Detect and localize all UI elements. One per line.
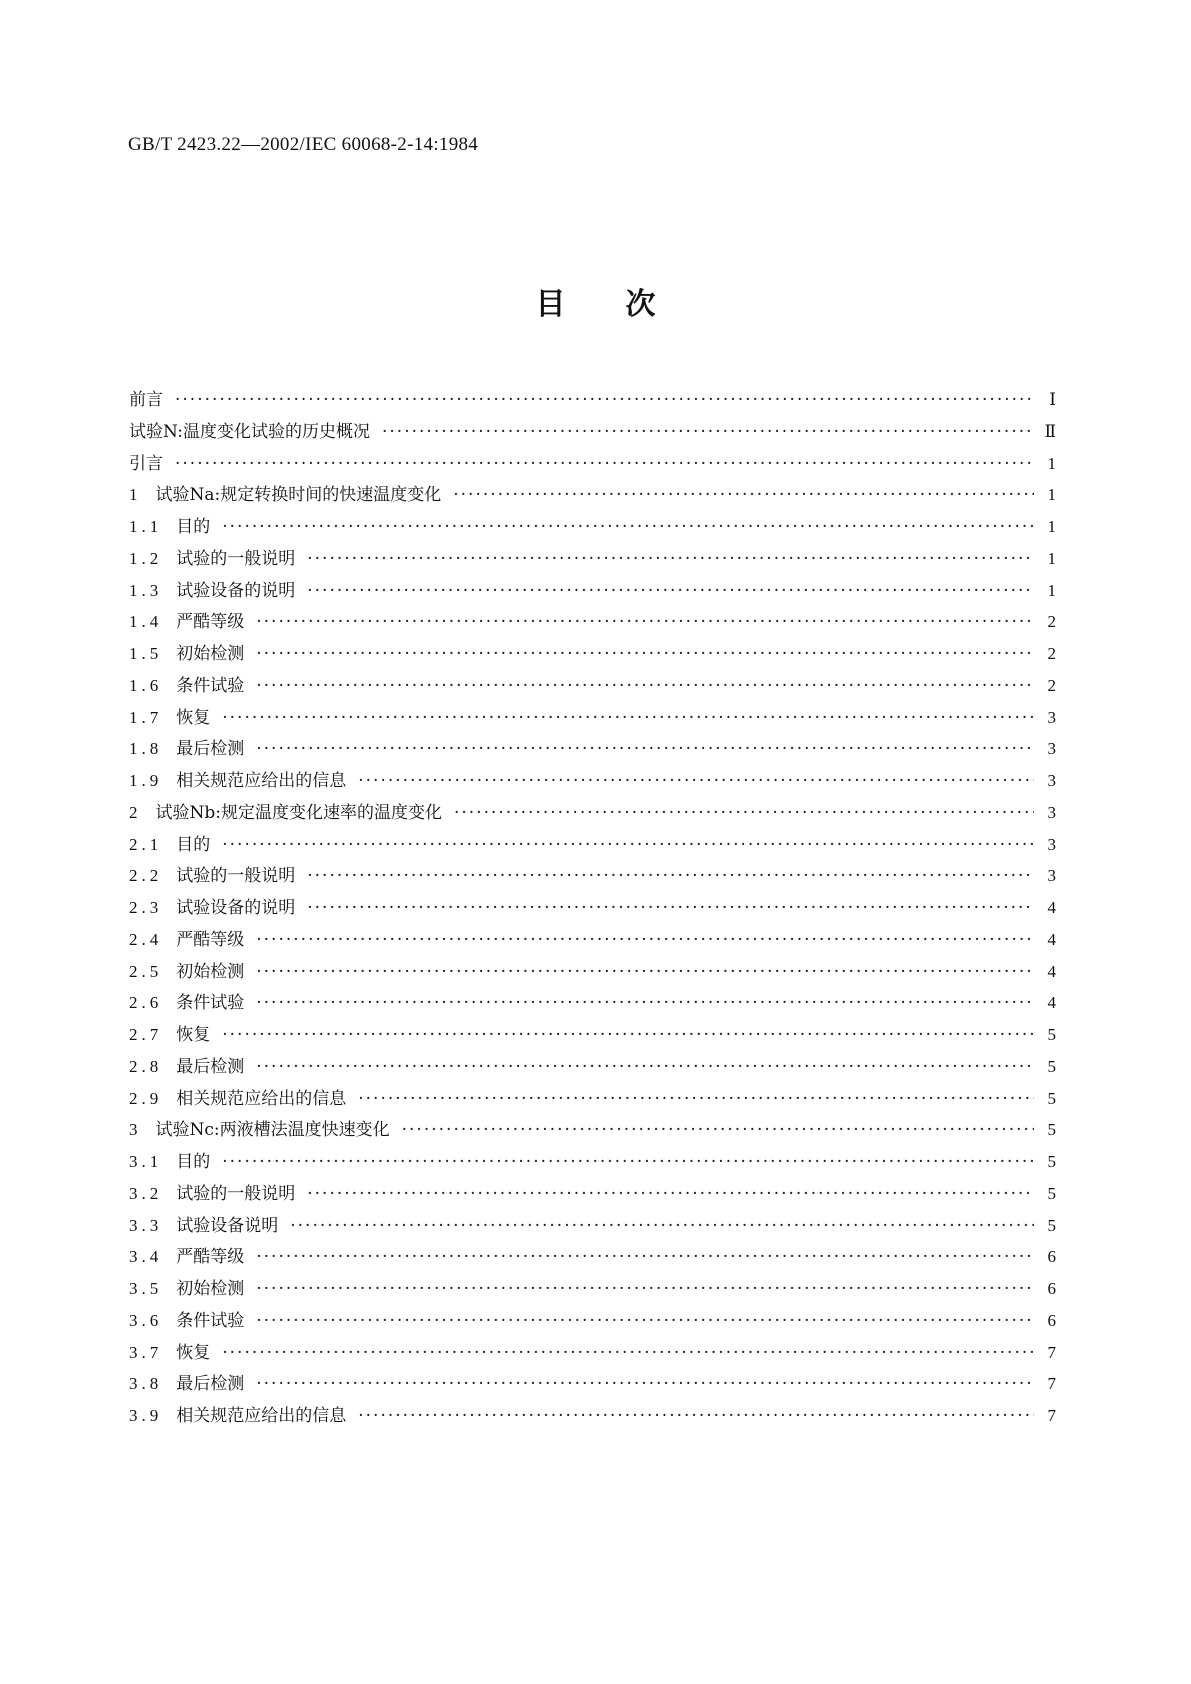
- toc-entry[interactable]: [129, 671, 1056, 703]
- toc-entry[interactable]: [129, 925, 1056, 957]
- toc-entry-page: 1: [1047, 453, 1056, 473]
- toc-entry-label: 试验的一般说明: [176, 866, 296, 887]
- toc-entry-page: 1: [1047, 580, 1056, 600]
- toc-dot-leader: [358, 771, 1034, 791]
- toc-entry-page: 1: [1047, 517, 1056, 536]
- toc-entry-page: Ⅰ: [1049, 390, 1056, 409]
- toc-entry-page: 2: [1047, 612, 1056, 632]
- toc-entry-page: 7: [1047, 1342, 1056, 1362]
- toc-entry-page: 3: [1047, 707, 1056, 727]
- toc-entry[interactable]: [129, 1084, 1056, 1116]
- toc-entry-number: 1.2: [129, 548, 163, 568]
- toc-entry-number: 3.4: [129, 1247, 163, 1267]
- toc-dot-leader: [307, 898, 1034, 918]
- toc-entry-page: 6: [1047, 1247, 1056, 1267]
- toc-entry[interactable]: [129, 1242, 1056, 1274]
- toc-entry-page: 6: [1047, 1310, 1056, 1330]
- toc-entry-label: 试验的一般说明: [176, 548, 296, 569]
- toc-entry-number: 3.5: [129, 1279, 163, 1298]
- toc-entry-label: 初始检测: [176, 961, 245, 982]
- toc-entry[interactable]: [129, 766, 1056, 798]
- toc-entry-label: 试验的一般说明: [176, 1183, 296, 1204]
- toc-dot-leader: [222, 1025, 1034, 1045]
- toc-entry-number: 2.7: [129, 1025, 163, 1044]
- toc-dot-leader: [256, 962, 1034, 982]
- toc-entry-number: 1.9: [129, 771, 163, 790]
- toc-entry-number: 1.8: [129, 739, 163, 759]
- toc-dot-leader: [256, 676, 1034, 696]
- toc-dot-leader: [290, 1216, 1034, 1236]
- toc-entry[interactable]: [129, 988, 1056, 1020]
- toc-entry-label: 试验设备的说明: [176, 580, 296, 601]
- toc-entry-label: 初始检测: [176, 1279, 245, 1299]
- toc-entry-page: 4: [1047, 993, 1056, 1013]
- toc-entry-label: 最后检测: [176, 739, 245, 760]
- table-of-contents: [129, 385, 1056, 1433]
- toc-dot-leader: [256, 739, 1034, 759]
- toc-entry-page: 5: [1047, 1056, 1056, 1076]
- toc-entry[interactable]: [129, 734, 1056, 766]
- toc-entry-number: 1.7: [129, 707, 163, 727]
- toc-entry-label: 前言: [129, 390, 163, 410]
- toc-entry-label: 最后检测: [176, 1056, 245, 1077]
- toc-entry-number: 2.6: [129, 993, 163, 1013]
- toc-entry-number: 3: [129, 1120, 142, 1140]
- toc-dot-leader: [256, 1057, 1034, 1077]
- toc-dot-leader: [382, 422, 1034, 442]
- toc-entry-label: 引言: [129, 453, 163, 474]
- toc-entry-number: 3.8: [129, 1374, 163, 1394]
- toc-entry-label: 目的: [176, 517, 211, 537]
- toc-dot-leader: [222, 517, 1034, 537]
- toc-dot-leader: [175, 390, 1034, 410]
- toc-entry[interactable]: [129, 1115, 1056, 1147]
- toc-entry-number: 1.6: [129, 675, 163, 695]
- toc-entry[interactable]: [129, 607, 1056, 639]
- toc-entry-page: 4: [1047, 961, 1056, 981]
- toc-dot-leader: [256, 993, 1034, 1013]
- toc-entry[interactable]: [129, 639, 1056, 671]
- toc-entry[interactable]: [129, 1147, 1056, 1179]
- toc-entry-number: 2.8: [129, 1056, 163, 1076]
- toc-entry-page: 2: [1047, 675, 1056, 695]
- toc-entry[interactable]: [129, 861, 1056, 893]
- toc-dot-leader: [256, 644, 1034, 664]
- toc-entry-label: 试验Nc:两液槽法温度快速变化: [155, 1120, 390, 1141]
- toc-entry-page: 2: [1047, 644, 1056, 663]
- toc-entry-page: 5: [1047, 1120, 1056, 1140]
- toc-entry-number: 3.6: [129, 1310, 163, 1330]
- toc-entry-label: 试验N:温度变化试验的历史概况: [129, 421, 370, 442]
- toc-entry-page: 3: [1047, 739, 1056, 759]
- page-title: 目次: [535, 287, 716, 322]
- toc-entry-number: 3.3: [129, 1215, 163, 1235]
- toc-dot-leader: [222, 708, 1034, 728]
- toc-entry-label: 试验Nb:规定温度变化速率的温度变化: [155, 802, 442, 823]
- toc-entry[interactable]: [129, 1020, 1056, 1052]
- toc-entry-label: 相关规范应给出的信息: [176, 771, 347, 791]
- toc-dot-leader: [256, 1279, 1034, 1299]
- toc-entry[interactable]: [129, 480, 1056, 512]
- toc-entry[interactable]: [129, 1179, 1056, 1211]
- toc-entry-label: 恢复: [176, 1025, 211, 1045]
- toc-entry[interactable]: [129, 1211, 1056, 1243]
- toc-entry[interactable]: [129, 1274, 1056, 1306]
- toc-dot-leader: [454, 803, 1034, 823]
- toc-dot-leader: [175, 454, 1034, 474]
- toc-entry-label: 条件试验: [176, 675, 245, 696]
- toc-entry-label: 相关规范应给出的信息: [176, 1406, 347, 1426]
- toc-dot-leader: [222, 1152, 1034, 1172]
- toc-entry-label: 严酷等级: [176, 612, 245, 633]
- toc-entry[interactable]: [129, 544, 1056, 576]
- toc-entry-page: 3: [1047, 771, 1056, 790]
- toc-entry[interactable]: [129, 1401, 1056, 1433]
- toc-entry-number: 3.9: [129, 1406, 163, 1425]
- toc-entry[interactable]: [129, 893, 1056, 925]
- toc-entry[interactable]: [129, 512, 1056, 544]
- toc-entry-page: 3: [1047, 866, 1056, 886]
- toc-dot-leader: [402, 1120, 1034, 1140]
- toc-entry-number: 2.9: [129, 1088, 163, 1108]
- toc-dot-leader: [453, 485, 1034, 505]
- toc-dot-leader: [307, 581, 1034, 601]
- toc-entry-number: 3.1: [129, 1152, 163, 1171]
- toc-dot-leader: [222, 1343, 1034, 1363]
- toc-entry[interactable]: [129, 1338, 1056, 1370]
- toc-entry-number: 1.1: [129, 517, 163, 536]
- toc-entry-number: 1.4: [129, 612, 163, 632]
- toc-dot-leader: [256, 930, 1034, 950]
- toc-entry-page: 7: [1047, 1374, 1056, 1394]
- toc-entry[interactable]: [129, 1369, 1056, 1401]
- standard-code-header: GB/T 2423.22—2002/IEC 60068-2-14:1984: [128, 134, 479, 155]
- toc-entry-label: 最后检测: [176, 1374, 245, 1395]
- toc-entry-page: 6: [1047, 1279, 1056, 1298]
- toc-entry-page: 3: [1047, 802, 1056, 822]
- toc-dot-leader: [256, 1374, 1034, 1394]
- toc-entry-label: 试验设备说明: [176, 1215, 279, 1236]
- toc-entry-page: 5: [1047, 1183, 1056, 1203]
- toc-dot-leader: [256, 1247, 1034, 1267]
- toc-entry-number: 3.2: [129, 1183, 163, 1203]
- toc-dot-leader: [256, 612, 1034, 632]
- toc-entry[interactable]: [129, 576, 1056, 608]
- toc-entry-number: 1: [129, 485, 142, 505]
- toc-entry-page: 1: [1047, 485, 1056, 505]
- toc-entry-number: 1.3: [129, 580, 163, 600]
- toc-entry[interactable]: [129, 798, 1056, 830]
- toc-entry-number: 2.1: [129, 834, 163, 854]
- toc-entry-label: 条件试验: [176, 993, 245, 1014]
- toc-entry-label: 条件试验: [176, 1310, 245, 1331]
- toc-entry-number: 2.4: [129, 929, 163, 949]
- toc-entry[interactable]: [129, 385, 1056, 417]
- toc-entry-label: 恢复: [176, 1342, 211, 1363]
- toc-entry-number: 2: [129, 802, 142, 822]
- toc-entry-page: 5: [1047, 1215, 1056, 1235]
- toc-entry[interactable]: [129, 830, 1056, 862]
- toc-dot-leader: [307, 866, 1034, 886]
- toc-entry-number: 2.3: [129, 898, 163, 917]
- toc-entry-page: 7: [1047, 1406, 1056, 1425]
- toc-dot-leader: [307, 549, 1034, 569]
- toc-dot-leader: [256, 1311, 1034, 1331]
- toc-entry-label: 初始检测: [176, 644, 245, 664]
- toc-entry-page: 4: [1047, 929, 1056, 949]
- toc-entry-page: 3: [1047, 834, 1056, 854]
- toc-entry-number: 2.5: [129, 961, 163, 981]
- toc-dot-leader: [307, 1184, 1034, 1204]
- toc-entry-label: 恢复: [176, 707, 211, 728]
- toc-entry[interactable]: [129, 449, 1056, 481]
- toc-dot-leader: [358, 1406, 1034, 1426]
- toc-entry-label: 试验Na:规定转换时间的快速温度变化: [155, 485, 442, 506]
- toc-entry-number: 1.5: [129, 644, 163, 663]
- toc-entry[interactable]: [129, 703, 1056, 735]
- toc-entry-label: 严酷等级: [176, 929, 245, 950]
- toc-entry-number: 3.7: [129, 1342, 163, 1362]
- toc-entry-label: 试验设备的说明: [176, 898, 296, 918]
- toc-entry-page: 5: [1047, 1025, 1056, 1044]
- toc-entry-label: 严酷等级: [176, 1247, 245, 1268]
- toc-entry[interactable]: [129, 417, 1056, 449]
- toc-entry-label: 目的: [176, 834, 211, 855]
- toc-entry-page: 5: [1047, 1152, 1056, 1171]
- toc-entry[interactable]: [129, 957, 1056, 989]
- toc-dot-leader: [222, 835, 1034, 855]
- toc-entry-label: 目的: [176, 1152, 211, 1172]
- toc-entry-page: 1: [1047, 548, 1056, 568]
- toc-entry-page: Ⅱ: [1044, 421, 1056, 441]
- toc-entry[interactable]: [129, 1052, 1056, 1084]
- toc-entry-number: 2.2: [129, 866, 163, 886]
- toc-entry-page: 4: [1047, 898, 1056, 917]
- toc-entry-label: 相关规范应给出的信息: [176, 1088, 347, 1109]
- toc-dot-leader: [358, 1089, 1034, 1109]
- toc-entry[interactable]: [129, 1306, 1056, 1338]
- toc-entry-page: 5: [1047, 1088, 1056, 1108]
